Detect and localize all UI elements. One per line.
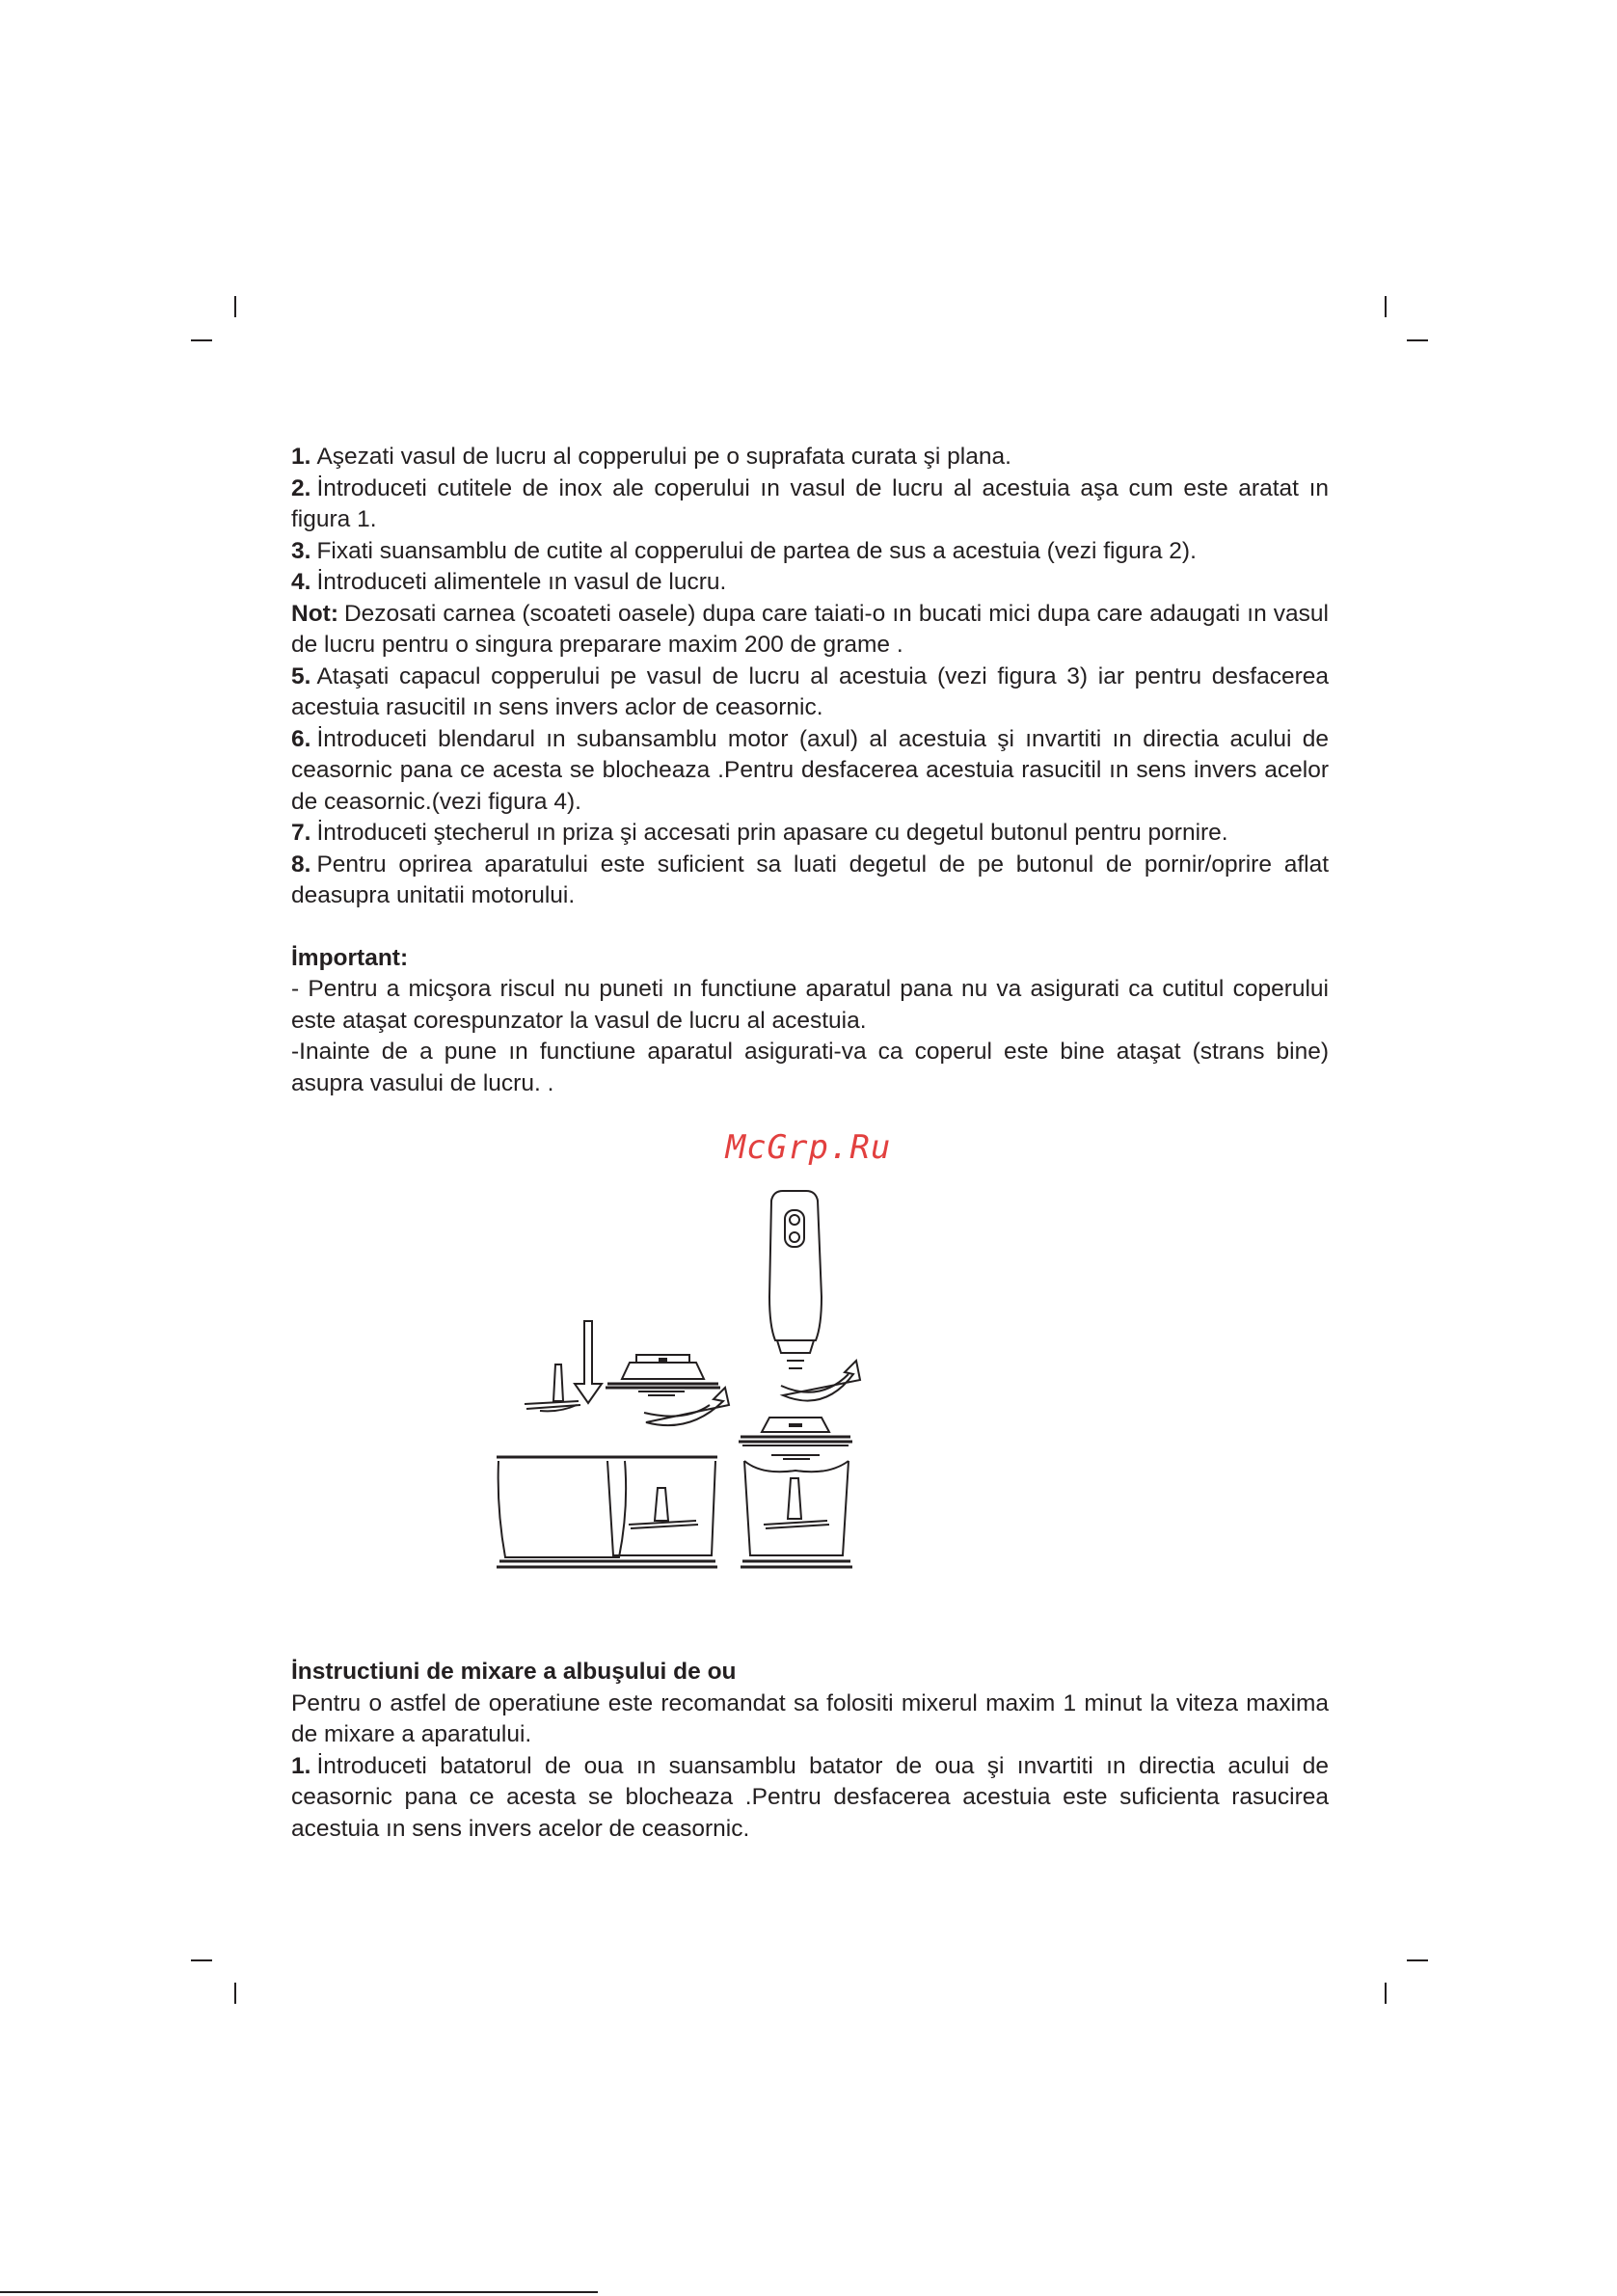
speed-button-icon	[790, 1232, 799, 1242]
egg-section-heading: İnstructiuni de mixare a albuşului de ou	[291, 1659, 737, 1685]
important-line-1: - Pentru a micşora riscul nu puneti ın functiune aparatul pana nu va asigurati ca cutitul coperului este ataşat corespunzator la vasul de lucru al acestuia.	[291, 976, 1329, 1034]
note: Not: Dezosati carnea (scoateti oasele) dupa care taiati-o ın bucati mici dupa care adaugati ın vasul de lucru pentru o singura preparare maxim 200 de grame .	[291, 600, 1329, 658]
instruction-7: 7. İntroduceti ştecherul ın priza şi accesati prin apasare cu degetul butonul pentru pornire.	[291, 820, 1228, 846]
bowl-1	[497, 1457, 627, 1567]
instruction-2: 2. İntroduceti cutitele de inox ale coperului ın vasul de lucru al acestuia aşa cum este aratat ın figura 1.	[291, 474, 1329, 532]
down-arrow-icon	[575, 1321, 602, 1403]
bowl-2	[606, 1457, 717, 1567]
instruction-6: 6. İntroduceti blendarul ın subansamblu motor (axul) al acestuia şi ınvartiti ın directia acului de ceasornic pana ce acesta se blocheaza .Pentru desfacerea acestuia rasucitil ın sens invers acelor de ceasornic.(vezi figura 4).	[291, 725, 1329, 815]
important-line-2: -Inainte de a pune ın functiune aparatul asigurati-va ca coperul este bine ataşat (strans bine) asupra vasului de lucru. .	[291, 1039, 1329, 1096]
power-button-icon	[790, 1215, 799, 1225]
watermark: McGrp.Ru	[725, 1128, 892, 1167]
assembly-illustration	[482, 1181, 1022, 1586]
bowl-3-with-lid	[739, 1418, 852, 1567]
instructions-block	[291, 442, 1329, 1099]
crop-mark-top-left	[234, 296, 236, 317]
crop-mark-top-right	[1385, 296, 1387, 317]
crop-mark-bottom-right	[1407, 1959, 1428, 1961]
instruction-1: 1. Aşezati vasul de lucru al copperului pe o suprafata curata şi plana.	[291, 444, 1011, 470]
egg-section-step-1: 1. İntroduceti batatorul de oua ın suansamblu batator de oua şi ınvartiti ın directia acului de ceasornic pana ce acesta se blocheaza .Pentru desfacerea acestuia este suficienta rasucirea acestuia ın sens invers acelor de ceasornic.	[291, 1752, 1329, 1842]
egg-section-intro: Pentru o astfel de operatiune este recomandat sa folositi mixerul maxim 1 minut la viteza maxima de mixare a aparatului.	[291, 1689, 1329, 1747]
crop-mark-bottom-right	[1385, 1983, 1387, 2004]
instruction-5: 5. Ataşati capacul copperului pe vasul de lucru al acestuia (vezi figura 3) iar pentru desfacerea acestuia rasucitil ın sens invers aclor de ceasornic.	[291, 662, 1329, 720]
bottom-rule	[0, 2291, 598, 2293]
important-heading: İmportant:	[291, 944, 409, 971]
instruction-3: 3. Fixati suansamblu de cutite al copperului de partea de sus a acestuia (vezi figura 2).	[291, 537, 1197, 564]
instruction-8: 8. Pentru oprirea aparatului este suficient sa luati degetul de pe butonul de pornir/oprire aflat deasupra unitatii motorului.	[291, 851, 1329, 908]
lid-attach-figure	[606, 1355, 729, 1425]
motor-unit-figure	[769, 1191, 860, 1401]
egg-whites-section	[291, 1657, 1329, 1845]
crop-mark-top-right	[1407, 339, 1428, 341]
crop-mark-bottom-left	[234, 1983, 236, 2004]
blade-insert-figure	[525, 1321, 602, 1411]
instruction-4: 4. İntroduceti alimentele ın vasul de lucru.	[291, 569, 727, 595]
crop-mark-top-left	[191, 339, 212, 341]
crop-mark-bottom-left	[191, 1959, 212, 1961]
